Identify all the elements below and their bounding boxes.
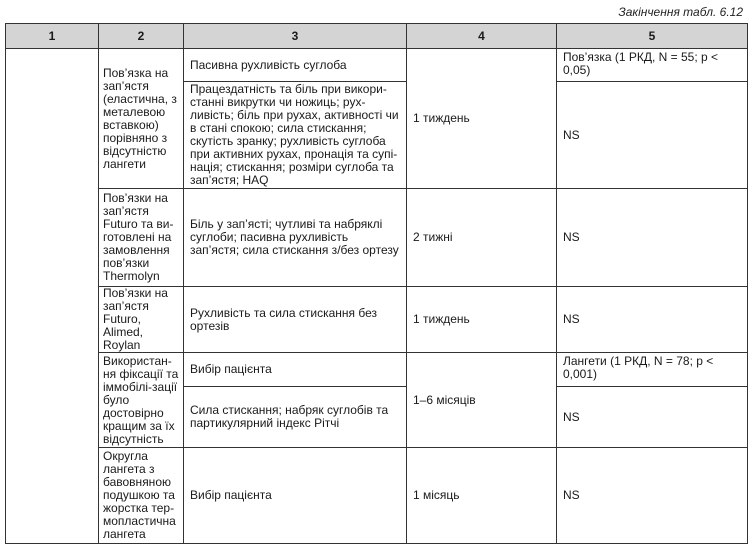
duration-cell: 2 тижні <box>407 189 557 287</box>
duration-cell: 1 тиждень <box>407 287 557 353</box>
column-header-1: 1 <box>6 24 99 49</box>
study-cell: Пов’язки на зап’ястя Futuro, Alimed, Roylan <box>99 287 184 353</box>
result-cell: Пов’язка (1 РКД, N = 55; p < 0,05) <box>557 49 748 82</box>
outcome-cell: Пасивна рухливість суглоба <box>184 49 407 82</box>
study-cell: Пов’язки на зап’ястя Futuro та ви-готовлені на замовлення пов’язки Thermolyn <box>99 189 184 287</box>
header-row <box>6 24 748 49</box>
outcome-cell: Працездатність та біль при викори-станні викрутки чи ножиць; рух-ливість; біль при рухах, активності чи в стані спокою; сила стискання; скутість зранку; рухливість суглоба при активних рухах, пронація та супі-нація; стискання; розміри суглоба та зап’ястя; HAQ <box>184 82 407 189</box>
column-header-4: 4 <box>407 24 557 49</box>
results-table <box>5 23 748 544</box>
outcome-cell: Рухливість та сила стискання без ортезів <box>184 287 407 353</box>
duration-cell: 1 місяць <box>407 448 557 544</box>
column-1-cell <box>6 49 99 544</box>
column-header-2: 2 <box>99 24 184 49</box>
study-cell: Використан-ня фіксації та іммобілі-зації було достовірно кращим за їх відсутність <box>99 353 184 448</box>
result-cell: NS <box>557 82 748 189</box>
column-header-3: 3 <box>184 24 407 49</box>
table-row <box>6 353 748 387</box>
outcome-cell: Біль у зап’ясті; чутливі та набряклі суглоби; пасивна рухливість зап’ястя; сила стискання з/без ортезу <box>184 189 407 287</box>
duration-cell: 1–6 місяців <box>407 353 557 448</box>
table-row <box>6 287 748 353</box>
study-cell: Пов’язка на зап’ястя (еластична, з металевою вставкою) порівняно з відсутністю лангети <box>99 49 184 189</box>
outcome-cell: Вибір пацієнта <box>184 448 407 544</box>
table-row <box>6 49 748 82</box>
column-header-5: 5 <box>557 24 748 49</box>
result-cell: NS <box>557 448 748 544</box>
table-caption: Закінчення табл. 6.12 <box>618 5 743 19</box>
study-cell: Округла лангета з бавовняною подушкою та жорстка тер-мопластична лангета <box>99 448 184 544</box>
result-cell: NS <box>557 387 748 448</box>
duration-cell: 1 тиждень <box>407 49 557 189</box>
outcome-cell: Вибір пацієнта <box>184 353 407 387</box>
result-cell: Лангети (1 РКД, N = 78; p < 0,001) <box>557 353 748 387</box>
result-cell: NS <box>557 287 748 353</box>
table-row <box>6 189 748 287</box>
result-cell: NS <box>557 189 748 287</box>
outcome-cell: Сила стискання; набряк суглобів та партикулярний індекс Рітчі <box>184 387 407 448</box>
table-row <box>6 448 748 544</box>
